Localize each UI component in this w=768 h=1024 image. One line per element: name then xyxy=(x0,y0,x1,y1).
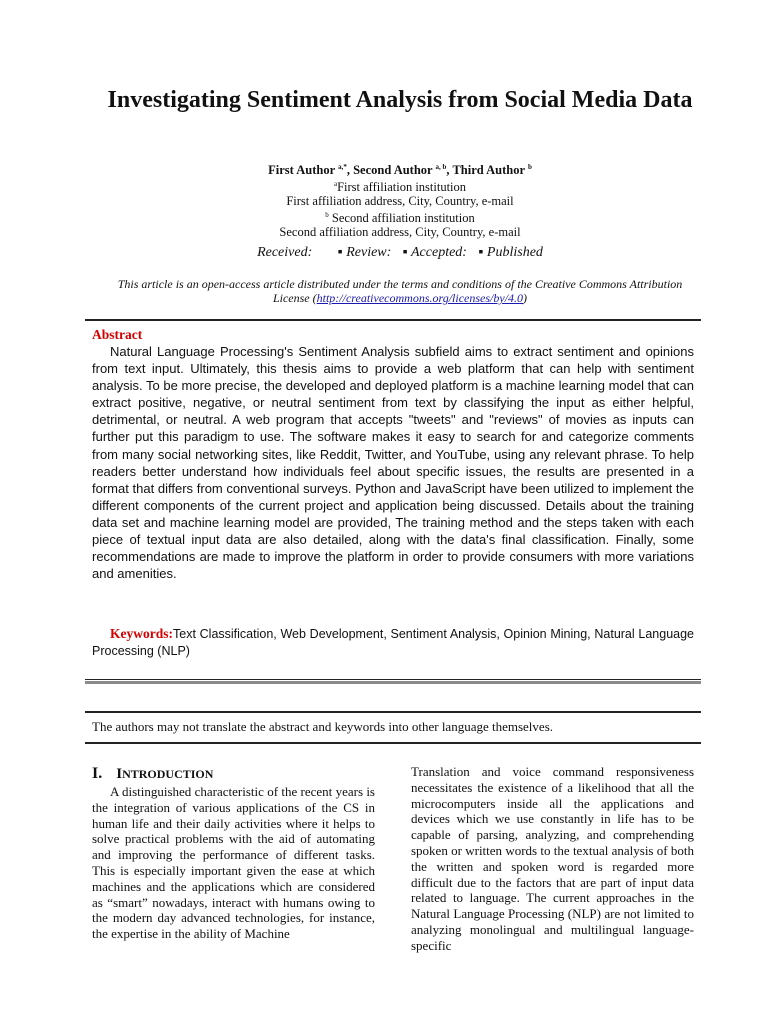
author-third: Third Author xyxy=(452,163,525,178)
affiliation-1-address: First affiliation address, City, Country, e-mail xyxy=(286,194,514,209)
translation-note: The authors may not translate the abstract and keywords into other language themselves. xyxy=(92,719,553,734)
affiliation-2-address: Second affiliation address, City, Country, e-mail xyxy=(279,225,521,240)
section-title-initial: I xyxy=(116,766,123,782)
intro-column-left: A distinguished characteristic of the recent years is the integration of various applications of the CS in human life and their daily activities where it helps to solve practical problems with the aid of automating and improving the performance of different tasks. This is especially important given the ease at which machines and the applications which are considered as “smart” nowadays, interact with humans owing to the modern day advanced technologies, for instance, the expertise in the ability of Machine xyxy=(92,784,375,942)
abstract-body: Natural Language Processing's Sentiment Analysis subfield aims to extract sentiment and opinions from text input. Ultimately, this thesis aims to provide a web platform that can help with sentiment analysis. To be more precise, the developed and deployed platform is a machine learning model that can extract positive, negative, or neutral sentiment from text by classifying the input as either helpful, detrimental, or neutral. A web program that accepts "tweets" and "reviews" of movies as inputs can further put this paradigm to use. The software makes it easy to search for and categorize comments from many social networking sites, like Reddit, Twitter, and YouTube, using any relevant phrase. To help readers better understand how individuals feel about specific issues, the results are presented in a format that differs from conventional surveys. Python and JavaScript have been utilized to implement the different components of the current project and application being discussed. Details about the training data set and machine learning model are provided, The training method and the steps taken with each piece of textual input data are also detailed, along with the data's final classification. Finally, some recommendations are made to improve the platform in order to provide consumers with more variations and amenities. xyxy=(92,344,694,582)
abstract-bottom-rule xyxy=(85,679,701,680)
keywords-text: Text Classification, Web Development, Sentiment Analysis, Opinion Mining, Natural Language Processing (NLP) xyxy=(92,627,694,658)
note-bottom-rule xyxy=(85,742,701,744)
section-number: I. xyxy=(92,765,103,782)
keywords-label: Keywords: xyxy=(110,626,173,641)
note-top-rule xyxy=(85,711,701,713)
section-title-rest: NTRODUCTION xyxy=(122,767,214,781)
affiliation-1-name: First affiliation institution xyxy=(337,180,467,195)
abstract-heading: Abstract xyxy=(92,327,143,342)
affiliation-1-sup: a xyxy=(333,180,338,189)
affiliation-2-name: Second affiliation institution xyxy=(331,211,475,226)
license-close: ) xyxy=(523,291,528,305)
license-link[interactable]: http://creativecommons.org/licenses/by/4.0 xyxy=(316,291,524,305)
affiliation-1-institution xyxy=(160,177,640,194)
license-notice xyxy=(100,277,700,305)
date-received: Received: xyxy=(257,245,313,260)
license-text: This article is an open-access article distributed under the terms and conditions of the Creative Commons Attribution License ( xyxy=(117,277,683,305)
abstract-bottom-rule-thick xyxy=(85,681,701,684)
author-block xyxy=(160,160,640,239)
intro-column-right: Translation and voice command responsiveness necessitates the existence of a likelihood that all the microcomputers inside all the applications and devices which we use constantly in life has to be capable of parsing, analyzing, and comprehending spoken or written words to the textual analysis of both the written and spoken word is regarded more difficult due to the factors that are part of input data related to language. The current approaches in the Natural Language Processing (NLP) are not limited to analyzing monolingual and multilingual language-specific xyxy=(411,764,694,953)
date-review: ▪ Review: xyxy=(337,245,392,260)
author-second-sup: a, b xyxy=(435,163,447,171)
date-published: ▪ Published xyxy=(478,245,543,260)
author-third-sup: b xyxy=(527,163,532,171)
keywords-line xyxy=(92,625,694,660)
abstract-top-rule xyxy=(85,319,701,321)
author-names: First Author $^{a,*}$, Second Author $^{a, b}$, Third Author $^b$ xyxy=(268,163,532,178)
affiliation-2-institution xyxy=(160,208,640,225)
author-first: First Author xyxy=(268,163,335,178)
affiliation-2-sup: b xyxy=(325,211,329,220)
section-heading xyxy=(92,765,213,783)
date-accepted: ▪ Accepted: xyxy=(402,245,467,260)
paper-title: Investigating Sentiment Analysis from Social Media Data xyxy=(107,87,693,113)
author-second: Second Author xyxy=(353,163,433,178)
publication-dates xyxy=(160,245,640,261)
author-first-sup: a,* xyxy=(338,163,347,171)
